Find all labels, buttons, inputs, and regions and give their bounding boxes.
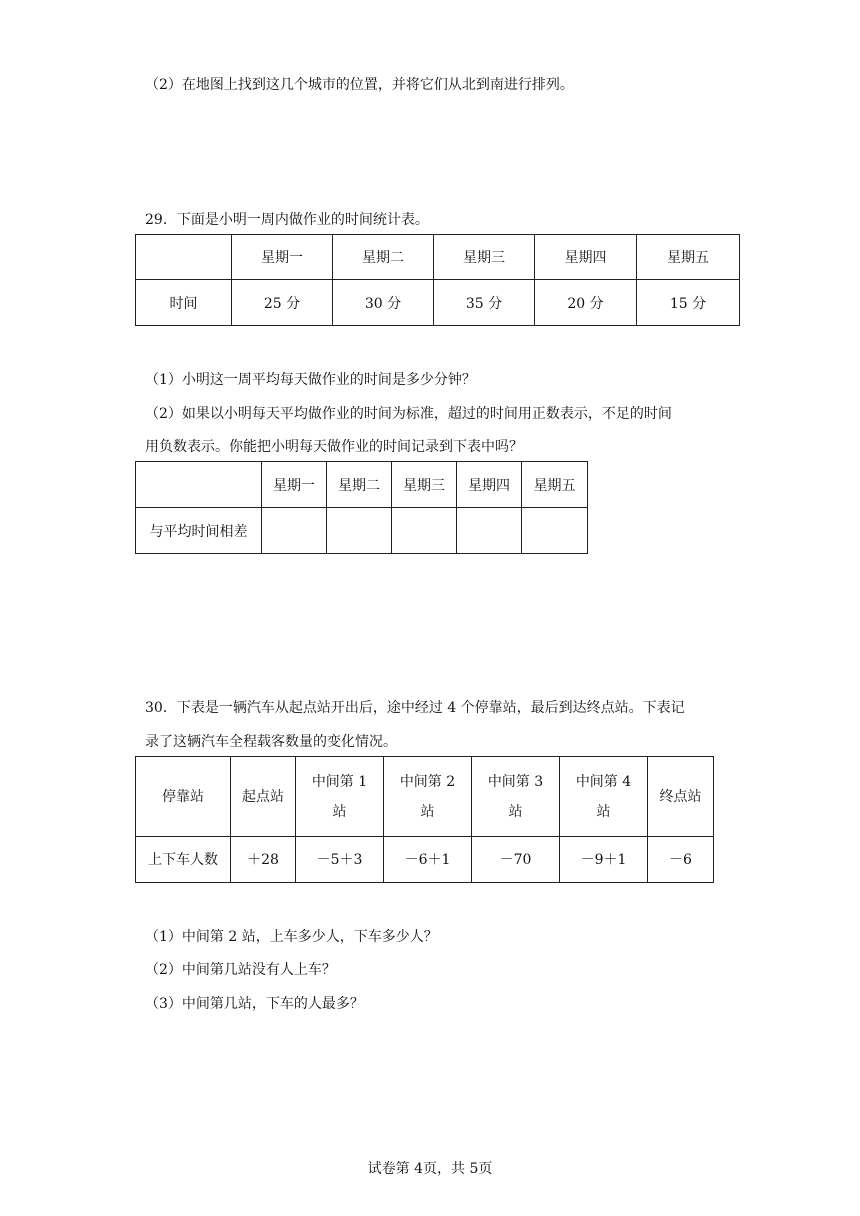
q30-stem-line1: 30．下表是一辆汽车从起点站开出后，途中经过 4 个停靠站，最后到达终点站。下表记 — [145, 700, 685, 716]
table-cell: －70 — [472, 837, 560, 883]
table-cell: 起点站 — [231, 757, 296, 837]
table-row — [136, 757, 714, 837]
table-cell: 终点站 — [648, 757, 714, 837]
table-cell: 星期二 — [327, 462, 392, 508]
table-cell: 星期一 — [262, 462, 327, 508]
table-cell: 中间第 3 站 — [472, 757, 560, 837]
table-cell: 中间第 2 站 — [384, 757, 472, 837]
answer-cell[interactable] — [522, 508, 588, 554]
answer-cell[interactable] — [327, 508, 392, 554]
table-cell: 星期一 — [232, 235, 333, 280]
q29-part1: （1）小明这一周平均每天做作业的时间是多少分钟？ — [145, 372, 476, 388]
q29-stem: 29．下面是小明一周内做作业的时间统计表。 — [145, 212, 429, 228]
q30-part1: （1）中间第 2 站，上车多少人，下车多少人？ — [145, 929, 438, 945]
answer-cell[interactable] — [457, 508, 522, 554]
q29-part2-line2: 用负数表示。你能把小明每天做作业的时间记录到下表中吗？ — [145, 439, 523, 455]
table-cell: －5＋3 — [296, 837, 384, 883]
table-cell — [136, 235, 232, 280]
q29-time-table — [135, 234, 740, 326]
table-cell: 星期三 — [434, 235, 535, 280]
table-row — [136, 508, 588, 554]
table-cell: 星期三 — [392, 462, 457, 508]
table-cell: 中间第 4 站 — [560, 757, 648, 837]
table-row-label: 与平均时间相差 — [136, 508, 262, 554]
table-cell: 中间第 1 站 — [296, 757, 384, 837]
table-cell: 停靠站 — [136, 757, 231, 837]
table-row — [136, 462, 588, 508]
page-footer: 试卷第 4页，共 5页 — [367, 1161, 493, 1177]
table-cell: －9＋1 — [560, 837, 648, 883]
q29-part2-line1: （2）如果以小明每天平均做作业的时间为标准，超过的时间用正数表示，不足的时间 — [145, 406, 672, 422]
table-cell: 35 分 — [434, 280, 535, 326]
q29-difference-table — [135, 461, 588, 554]
table-cell: －6＋1 — [384, 837, 472, 883]
q30-passenger-table — [135, 756, 714, 883]
table-row — [136, 235, 740, 280]
q30-part2: （2）中间第几站没有人上车？ — [145, 962, 336, 978]
answer-cell[interactable] — [262, 508, 327, 554]
table-cell — [136, 462, 262, 508]
table-cell: 星期二 — [333, 235, 434, 280]
table-cell: 20 分 — [535, 280, 637, 326]
table-cell: 25 分 — [232, 280, 333, 326]
table-row-label: 上下车人数 — [136, 837, 231, 883]
q30-part3: （3）中间第几站，下车的人最多？ — [145, 996, 364, 1012]
table-row — [136, 280, 740, 326]
q28-part2: （2）在地图上找到这几个城市的位置，并将它们从北到南进行排列。 — [145, 77, 574, 93]
table-row-label: 时间 — [136, 280, 232, 326]
table-row — [136, 837, 714, 883]
table-cell: 星期五 — [637, 235, 740, 280]
table-cell: 星期四 — [457, 462, 522, 508]
answer-cell[interactable] — [392, 508, 457, 554]
table-cell: 30 分 — [333, 280, 434, 326]
q30-stem-line2: 录了这辆汽车全程载客数量的变化情况。 — [145, 734, 397, 750]
table-cell: ＋28 — [231, 837, 296, 883]
table-cell: 星期四 — [535, 235, 637, 280]
table-cell: 星期五 — [522, 462, 588, 508]
table-cell: 15 分 — [637, 280, 740, 326]
table-cell: －6 — [648, 837, 714, 883]
